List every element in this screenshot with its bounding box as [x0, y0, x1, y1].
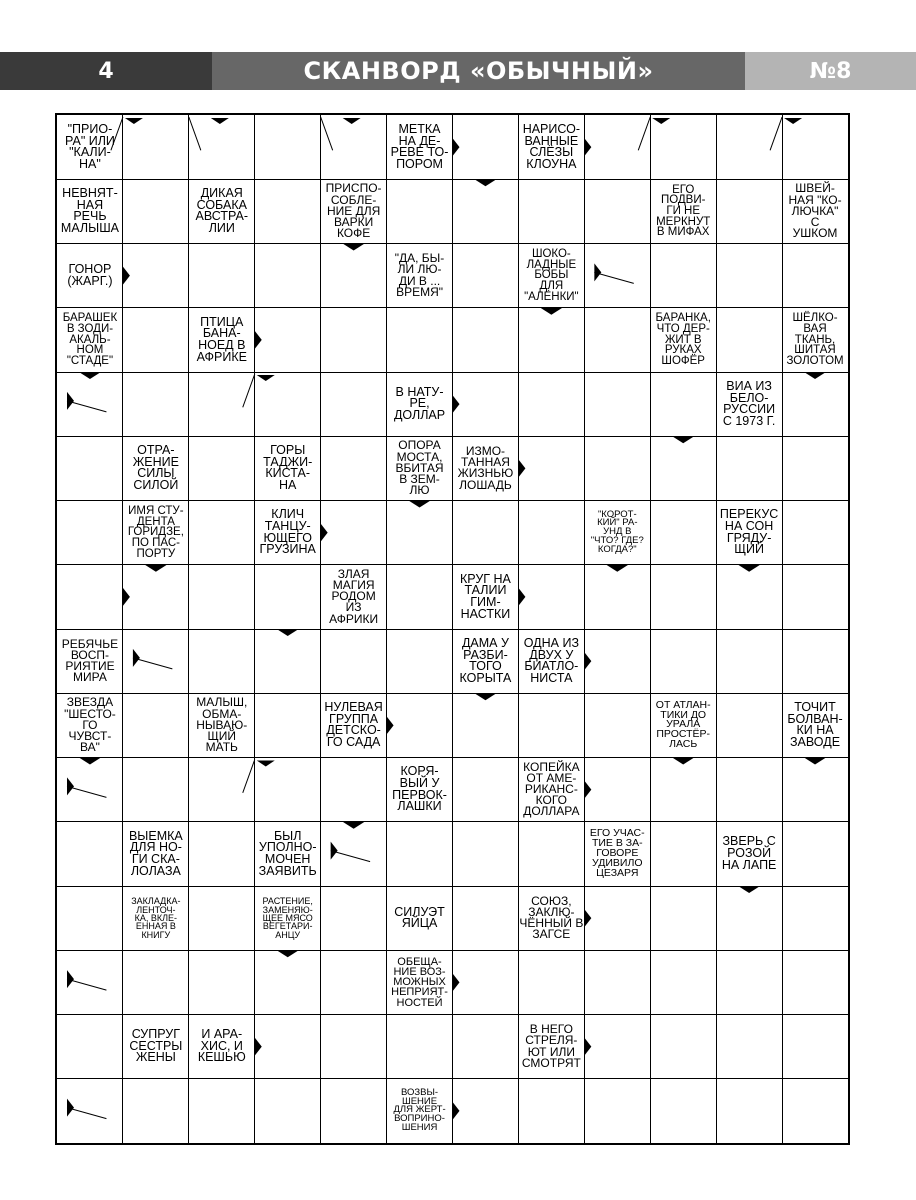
clue-text: БЫЛ УПОЛНО- МОЧЕН ЗАЯВИТЬ	[258, 828, 317, 878]
clue-text: РАСТЕНИЕ, ЗАМЕНЯЮ- ЩЕЕ МЯСО ВЕГЕТАРИ- АНЦУ	[262, 896, 313, 940]
answer-cell[interactable]	[387, 565, 453, 629]
answer-cell[interactable]	[57, 1015, 123, 1079]
answer-cell[interactable]	[57, 565, 123, 629]
answer-cell[interactable]	[518, 693, 584, 757]
clue-cell	[255, 436, 321, 500]
clue-text: ЕГО ПОДВИ- ГИ НЕ МЕРКНУТ В МИФАХ	[656, 183, 711, 239]
answer-cell[interactable]	[650, 372, 716, 436]
clue-text: ОТ АТЛАН- ТИКИ ДО УРАЛА ПРОСТЁР- ЛАСЬ	[655, 698, 711, 751]
answer-cell[interactable]	[453, 1015, 519, 1079]
answer-cell[interactable]	[255, 950, 321, 1014]
answer-cell[interactable]	[123, 629, 189, 693]
answer-cell[interactable]	[650, 1015, 716, 1079]
answer-cell[interactable]	[782, 372, 848, 436]
clue-text: ПЕРЕКУС НА СОН ГРЯДУ- ЩИЙ	[719, 507, 779, 557]
clue-cell	[387, 372, 453, 436]
answer-cell[interactable]	[321, 950, 387, 1014]
answer-cell[interactable]	[518, 565, 584, 629]
answer-cell[interactable]	[453, 501, 519, 565]
answer-cell[interactable]	[57, 436, 123, 500]
clue-cell	[387, 886, 453, 950]
answer-cell[interactable]	[57, 758, 123, 822]
answer-cell[interactable]	[650, 822, 716, 886]
answer-cell[interactable]	[453, 822, 519, 886]
clue-text: ИЗМО- ТАННАЯ ЖИЗНЬЮ ЛОШАДЬ	[457, 444, 514, 492]
answer-cell[interactable]	[255, 1015, 321, 1079]
clue-cell	[123, 436, 189, 500]
answer-cell[interactable]	[453, 244, 519, 308]
answer-cell[interactable]	[189, 758, 255, 822]
answer-cell[interactable]	[518, 179, 584, 243]
clue-text: БАРАНКА, ЧТО ДЕР- ЖИТ В РУКАХ ШОФЁР	[655, 312, 711, 367]
clue-cell	[518, 886, 584, 950]
answer-cell[interactable]	[123, 115, 189, 179]
clue-cell	[123, 822, 189, 886]
clue-cell	[716, 822, 782, 886]
answer-cell[interactable]	[453, 1079, 519, 1143]
answer-cell[interactable]	[453, 758, 519, 822]
answer-cell[interactable]	[716, 115, 782, 179]
clue-text: ПТИЦА БАНА- НОЕД В АФРИКЕ	[196, 314, 247, 364]
answer-cell[interactable]	[782, 436, 848, 500]
answer-cell[interactable]	[387, 308, 453, 372]
answer-cell[interactable]	[387, 501, 453, 565]
clue-cell	[584, 501, 650, 565]
answer-cell[interactable]	[782, 565, 848, 629]
clue-cell	[650, 308, 716, 372]
clue-text: ДИКАЯ СОБАКА АВСТРА- ЛИИ	[195, 186, 249, 235]
clue-text: ШЁЛКО- ВАЯ ТКАНЬ, ШИТАЯ ЗОЛОТОМ	[786, 312, 844, 367]
answer-cell[interactable]	[123, 372, 189, 436]
clue-text: ТОЧИТ БОЛВАН- КИ НА ЗАВОДЕ	[787, 700, 843, 749]
clue-cell	[453, 436, 519, 500]
answer-cell[interactable]	[387, 822, 453, 886]
clue-cell	[650, 179, 716, 243]
answer-cell[interactable]	[584, 1015, 650, 1079]
clue-cell	[321, 693, 387, 757]
answer-cell[interactable]	[453, 372, 519, 436]
clue-text: КРУГ НА ТАЛИИ ГИМ- НАСТКИ	[460, 571, 511, 621]
clue-cell	[716, 501, 782, 565]
answer-cell[interactable]	[584, 693, 650, 757]
clue-cell	[123, 1015, 189, 1079]
clue-cell	[57, 115, 123, 179]
answer-cell[interactable]	[189, 372, 255, 436]
answer-cell[interactable]	[453, 179, 519, 243]
clue-text: ЗАКЛАДКА- ЛЕНТОЧ- КА, ВКЛЕ- ЕННАЯ В КНИГУ	[131, 896, 181, 940]
answer-cell[interactable]	[584, 372, 650, 436]
answer-cell[interactable]	[321, 629, 387, 693]
answer-cell[interactable]	[255, 115, 321, 179]
answer-cell[interactable]	[716, 693, 782, 757]
answer-cell[interactable]	[650, 758, 716, 822]
clue-cell	[123, 886, 189, 950]
answer-cell[interactable]	[453, 308, 519, 372]
answer-cell[interactable]	[782, 758, 848, 822]
clue-text: НЕВНЯТ- НАЯ РЕЧЬ МАЛЫША	[60, 186, 119, 235]
clue-cell	[387, 950, 453, 1014]
answer-cell[interactable]	[584, 758, 650, 822]
answer-cell[interactable]	[123, 950, 189, 1014]
answer-cell[interactable]	[189, 950, 255, 1014]
answer-cell[interactable]	[650, 115, 716, 179]
answer-cell[interactable]	[716, 244, 782, 308]
page-title: СКАНВОРД «ОБЫЧНЫЙ»	[212, 52, 745, 90]
answer-cell[interactable]	[255, 758, 321, 822]
clue-text: ОПОРА МОСТА, ВБИТАЯ В ЗЕМ- ЛЮ	[395, 438, 444, 498]
clue-text: "ПРИО- РА" ИЛИ "КАЛИ- НА"	[64, 121, 115, 171]
answer-cell[interactable]	[321, 436, 387, 500]
clue-text: ШОКО- ЛАДНЫЕ БОБЫ ДЛЯ "АЛЁНКИ"	[524, 247, 579, 303]
clue-text: КЛИЧ ТАНЦУ- ЮЩЕГО ГРУЗИНА	[259, 507, 316, 557]
clue-text: СОЮЗ, ЗАКЛЮ- ЧЁННЫЙ В ЗАГСЕ	[519, 893, 584, 942]
issue-number: №8	[745, 52, 916, 90]
answer-cell[interactable]	[123, 308, 189, 372]
answer-cell[interactable]	[782, 822, 848, 886]
answer-cell[interactable]	[716, 1015, 782, 1079]
clue-cell	[255, 501, 321, 565]
clue-text: ГОНОР (ЖАРГ.)	[67, 262, 113, 288]
clue-cell	[782, 179, 848, 243]
clue-text: ЕГО УЧАС- ТИЕ В ЗА- ГОВОРЕ УДИВИЛО ЦЕЗАРЯ	[589, 827, 645, 879]
clue-cell	[57, 244, 123, 308]
clue-text: ВОЗВЫ- ШЕНИЕ ДЛЯ ЖЕРТ- ВОПРИНО- ШЕНИЯ	[393, 1086, 446, 1134]
answer-cell[interactable]	[57, 372, 123, 436]
answer-cell[interactable]	[584, 436, 650, 500]
clue-text: НУЛЕВАЯ ГРУППА ДЕТСКО- ГО САДА	[324, 700, 383, 749]
answer-cell[interactable]	[123, 693, 189, 757]
answer-cell[interactable]	[716, 308, 782, 372]
answer-cell[interactable]	[321, 115, 387, 179]
answer-cell[interactable]	[584, 1079, 650, 1143]
answer-cell[interactable]	[650, 501, 716, 565]
page-number: 4	[0, 52, 212, 90]
answer-cell[interactable]	[321, 1079, 387, 1143]
clue-cell	[453, 629, 519, 693]
answer-cell[interactable]	[189, 822, 255, 886]
clue-cell	[255, 822, 321, 886]
clue-text: СИЛУЭТ ЯЙЦА	[394, 904, 445, 931]
clue-text: ЗВЕЗДА "ШЕСТО- ГО ЧУВСТ- ВА"	[64, 695, 116, 755]
answer-cell[interactable]	[584, 565, 650, 629]
clue-cell	[189, 308, 255, 372]
clue-text: И АРА- ХИС, И КЕШЬЮ	[197, 1027, 246, 1065]
clue-cell	[782, 308, 848, 372]
answer-cell[interactable]	[123, 244, 189, 308]
clue-cell	[716, 372, 782, 436]
answer-cell[interactable]	[650, 244, 716, 308]
answer-cell[interactable]	[453, 693, 519, 757]
answer-cell[interactable]	[650, 886, 716, 950]
clue-text: "КОРОТ- КИЙ" РА- УНД В "ЧТО? ГДЕ? КОГДА?"	[590, 508, 644, 555]
clue-cell	[189, 1015, 255, 1079]
answer-cell[interactable]	[189, 629, 255, 693]
answer-cell[interactable]	[716, 629, 782, 693]
clue-cell	[518, 629, 584, 693]
answer-cell[interactable]	[716, 758, 782, 822]
answer-cell[interactable]	[387, 693, 453, 757]
answer-cell[interactable]	[387, 179, 453, 243]
answer-cell[interactable]	[321, 372, 387, 436]
answer-cell[interactable]	[650, 950, 716, 1014]
answer-cell[interactable]	[321, 1015, 387, 1079]
answer-cell[interactable]	[123, 179, 189, 243]
answer-cell[interactable]	[57, 822, 123, 886]
clue-text: ОТРА- ЖЕНИЕ СИЛЫ СИЛОЙ	[132, 443, 179, 492]
clue-cell	[518, 244, 584, 308]
answer-cell[interactable]	[321, 886, 387, 950]
answer-cell[interactable]	[782, 115, 848, 179]
answer-cell[interactable]	[189, 886, 255, 950]
answer-cell[interactable]	[518, 308, 584, 372]
clue-cell	[584, 822, 650, 886]
answer-cell[interactable]	[782, 886, 848, 950]
clue-cell	[57, 629, 123, 693]
answer-cell[interactable]	[387, 1015, 453, 1079]
clue-cell	[782, 693, 848, 757]
clue-text: ОБЕЩА- НИЕ ВОЗ- МОЖНЫХ НЕПРИЯТ- НОСТЕЙ	[391, 955, 448, 1009]
page-header	[0, 52, 916, 90]
clue-text: РЕБЯЧЬЕ ВОСП- РИЯТИЕ МИРА	[61, 636, 119, 685]
answer-cell[interactable]	[189, 1079, 255, 1143]
clue-text: "ДА, БЫ- ЛИ ЛЮ- ДИ В ... ВРЕМЯ"	[394, 251, 445, 299]
answer-cell[interactable]	[716, 950, 782, 1014]
clue-cell	[518, 115, 584, 179]
clue-cell	[650, 693, 716, 757]
answer-cell[interactable]	[57, 886, 123, 950]
answer-cell[interactable]	[518, 372, 584, 436]
answer-cell[interactable]	[255, 179, 321, 243]
answer-cell[interactable]	[782, 1079, 848, 1143]
clue-cell	[387, 758, 453, 822]
clue-text: СУПРУГ СЕСТРЫ ЖЕНЫ	[129, 1027, 183, 1065]
clue-text: ВИА ИЗ БЕЛО- РУССИИ С 1973 Г.	[722, 378, 776, 428]
clue-text: В НАТУ- РЕ, ДОЛЛАР	[393, 384, 446, 422]
clue-text: МЕТКА НА ДЕ- РЕВЕ ТО- ПОРОМ	[390, 121, 449, 171]
answer-cell[interactable]	[518, 436, 584, 500]
clue-text: ШВЕЙ- НАЯ "КО- ЛЮЧКА" С УШКОМ	[788, 181, 842, 241]
clue-text: ЗЛАЯ МАГИЯ РОДОМ ИЗ АФРИКИ	[329, 566, 379, 626]
answer-cell[interactable]	[518, 1079, 584, 1143]
answer-cell[interactable]	[123, 1079, 189, 1143]
clue-cell	[518, 758, 584, 822]
clue-cell	[57, 179, 123, 243]
answer-cell[interactable]	[782, 1015, 848, 1079]
answer-cell[interactable]	[584, 308, 650, 372]
clue-text: ВЫЕМКА ДЛЯ НО- ГИ СКА- ЛОЛАЗА	[128, 828, 183, 878]
answer-cell[interactable]	[453, 886, 519, 950]
clue-cell	[453, 565, 519, 629]
answer-cell[interactable]	[255, 1079, 321, 1143]
answer-cell[interactable]	[716, 436, 782, 500]
answer-cell[interactable]	[255, 629, 321, 693]
clue-cell	[387, 436, 453, 500]
answer-cell[interactable]	[650, 436, 716, 500]
answer-cell[interactable]	[255, 693, 321, 757]
answer-cell[interactable]	[716, 179, 782, 243]
clue-text: ОДНА ИЗ ДВУХ У БИАТЛО- НИСТА	[523, 635, 579, 685]
answer-cell[interactable]	[255, 565, 321, 629]
clue-cell	[57, 308, 123, 372]
answer-cell[interactable]	[782, 950, 848, 1014]
clue-text: ПРИСПО- СОБЛЕ- НИЕ ДЛЯ ВАРКИ КОФЕ	[325, 181, 382, 241]
answer-cell[interactable]	[255, 244, 321, 308]
answer-cell[interactable]	[189, 244, 255, 308]
answer-cell[interactable]	[123, 565, 189, 629]
answer-cell[interactable]	[321, 501, 387, 565]
answer-cell[interactable]	[584, 629, 650, 693]
clue-cell	[123, 501, 189, 565]
clue-cell	[189, 179, 255, 243]
answer-cell[interactable]	[321, 244, 387, 308]
answer-cell[interactable]	[584, 950, 650, 1014]
clue-cell	[57, 693, 123, 757]
answer-cell[interactable]	[57, 1079, 123, 1143]
clue-cell	[321, 179, 387, 243]
answer-cell[interactable]	[782, 244, 848, 308]
answer-cell[interactable]	[650, 629, 716, 693]
clue-text: В НЕГО СТРЕЛЯ- ЮТ ИЛИ СМОТРЯТ	[521, 1022, 581, 1070]
answer-cell[interactable]	[584, 886, 650, 950]
answer-cell[interactable]	[189, 501, 255, 565]
answer-cell[interactable]	[518, 822, 584, 886]
answer-cell[interactable]	[189, 565, 255, 629]
answer-cell[interactable]	[321, 758, 387, 822]
answer-cell[interactable]	[584, 179, 650, 243]
answer-cell[interactable]	[716, 565, 782, 629]
answer-cell[interactable]	[255, 308, 321, 372]
answer-cell[interactable]	[453, 115, 519, 179]
answer-cell[interactable]	[716, 1079, 782, 1143]
clue-text: БАРАШЕК В ЗОДИ- АКАЛЬ- НОМ "СТАДЕ"	[62, 312, 118, 367]
scanword-grid	[55, 113, 850, 1145]
clue-text: КОПЕЙКА ОТ АМЕ- РИКАНС- КОГО ДОЛЛАРА	[523, 759, 580, 819]
answer-cell[interactable]	[189, 115, 255, 179]
answer-cell[interactable]	[782, 501, 848, 565]
clue-text: ИМЯ СТУ- ДЕНТА ГОРИДЗЕ, ПО ПАС- ПОРТУ	[127, 504, 184, 560]
answer-cell[interactable]	[584, 115, 650, 179]
answer-cell[interactable]	[518, 501, 584, 565]
answer-cell[interactable]	[57, 950, 123, 1014]
answer-cell[interactable]	[716, 886, 782, 950]
answer-cell[interactable]	[782, 629, 848, 693]
answer-cell[interactable]	[321, 822, 387, 886]
clue-cell	[255, 886, 321, 950]
clue-text: ЗВЕРЬ С РОЗОЙ НА ЛАПЕ	[721, 834, 777, 872]
clue-text: ГОРЫ ТАДЖИ- КИСТА- НА	[263, 443, 313, 492]
clue-cell	[387, 244, 453, 308]
clue-text: НАРИСО- ВАННЫЕ СЛЁЗЫ КЛОУНА	[522, 121, 581, 171]
answer-cell[interactable]	[650, 1079, 716, 1143]
answer-cell[interactable]	[584, 244, 650, 308]
clue-cell	[387, 1079, 453, 1143]
answer-cell[interactable]	[57, 501, 123, 565]
answer-cell[interactable]	[123, 758, 189, 822]
answer-cell[interactable]	[387, 629, 453, 693]
clue-text: ДАМА У РАЗБИ- ТОГО КОРЫТА	[459, 635, 512, 685]
clue-text: МАЛЫШ, ОБМА- НЫВАЮ- ЩИЙ МАТЬ	[196, 695, 248, 755]
clue-cell	[387, 115, 453, 179]
clue-cell	[189, 693, 255, 757]
clue-text: КОРЯ- ВЫЙ У ПЕРВОК- ЛАШКИ	[392, 764, 447, 814]
answer-cell[interactable]	[321, 308, 387, 372]
answer-cell[interactable]	[518, 950, 584, 1014]
answer-cell[interactable]	[650, 565, 716, 629]
answer-cell[interactable]	[453, 950, 519, 1014]
answer-cell[interactable]	[255, 372, 321, 436]
answer-cell[interactable]	[189, 436, 255, 500]
clue-cell	[321, 565, 387, 629]
clue-cell	[518, 1015, 584, 1079]
